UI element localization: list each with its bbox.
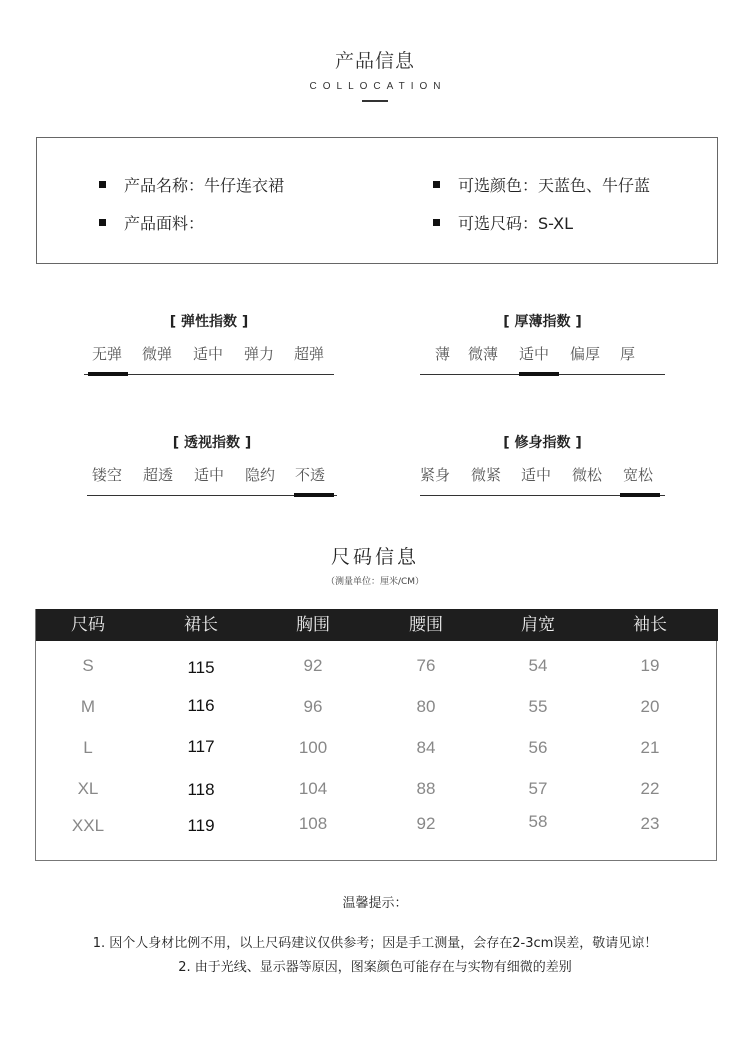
info-sizes-text: 可选尺码：S-XL [458, 214, 574, 233]
table-cell: 88 [416, 779, 436, 798]
table-cell: 23 [640, 814, 660, 833]
table-cell: 84 [416, 738, 436, 757]
thickness-option: 厚 [620, 345, 636, 363]
elasticity-option: 适中 [193, 345, 224, 363]
table-cell: 92 [416, 814, 436, 833]
info-item-sizes [433, 211, 573, 234]
table-cell: 54 [528, 656, 548, 675]
thickness-option: 薄 [435, 345, 451, 363]
thickness-option: 微薄 [468, 345, 499, 363]
fit-option: 紧身 [420, 466, 451, 484]
thickness-option: 适中 [519, 345, 550, 363]
info-item-fabric [99, 211, 204, 234]
table-cell: 118 [187, 780, 215, 799]
column-header: 裙长 [184, 615, 218, 635]
elasticity-title: [ 弹性指数 ] [169, 314, 249, 330]
table-cell: S [82, 656, 94, 675]
table-cell: 58 [528, 812, 548, 831]
table-cell: 57 [528, 779, 548, 798]
section-header [0, 46, 750, 102]
fit-selected-marker [620, 493, 660, 497]
table-cell: 116 [187, 696, 215, 715]
square-bullet-icon [433, 219, 440, 226]
table-cell: XXL [71, 816, 105, 835]
fit-option: 微松 [572, 466, 603, 484]
transparency-option: 不透 [295, 466, 326, 484]
table-cell: 19 [640, 656, 660, 675]
thickness-options [420, 343, 665, 371]
transparency-index [87, 432, 337, 492]
transparency-selected-marker [294, 493, 334, 497]
tips-title: 温馨提示： [342, 896, 408, 911]
tips-line-2: 2. 由于光线、显示器等原因，图案颜色可能存在与实物有细微的差别 [178, 960, 572, 975]
table-cell: 56 [528, 738, 548, 757]
info-fabric-text: 产品面料： [124, 214, 205, 233]
table-cell: 92 [303, 656, 323, 675]
thickness-selected-marker [519, 372, 559, 376]
fit-option: 宽松 [623, 466, 654, 484]
table-cell: 55 [528, 697, 548, 716]
table-cell: 108 [298, 814, 328, 833]
table-cell: 96 [303, 697, 323, 716]
elasticity-index [84, 311, 334, 371]
table-cell: 115 [187, 658, 215, 677]
info-colors-text: 可选颜色：天蓝色、牛仔蓝 [458, 176, 651, 195]
column-header: 胸围 [296, 615, 330, 635]
product-info-box [36, 137, 718, 264]
fit-index [420, 432, 665, 492]
thickness-option: 偏厚 [570, 345, 601, 363]
thickness-index [420, 311, 665, 371]
table-cell: 21 [640, 738, 660, 757]
table-cell: 20 [640, 697, 660, 716]
table-cell: 80 [416, 697, 436, 716]
tips-line-1: 1. 因个人身材比例不用，以上尺码建议仅供参考；因是手工测量，会存在2-3cm误差，敬请见谅！ [92, 936, 658, 951]
column-header: 尺码 [71, 615, 105, 635]
table-cell: XL [77, 779, 99, 798]
column-header: 袖长 [633, 615, 667, 635]
square-bullet-icon [99, 219, 106, 226]
size-table [35, 609, 717, 861]
transparency-option: 适中 [194, 466, 225, 484]
square-bullet-icon [433, 181, 440, 188]
thickness-title: [ 厚薄指数 ] [503, 314, 582, 330]
info-item-colors [433, 173, 650, 196]
title-underline [362, 100, 388, 102]
column-header: 肩宽 [521, 615, 555, 635]
column-header: 腰围 [409, 615, 443, 635]
size-table-header [36, 609, 718, 641]
table-cell: L [83, 738, 93, 757]
transparency-options [87, 464, 337, 492]
fit-option: 适中 [521, 466, 552, 484]
size-info-title: 尺码信息 [330, 546, 419, 568]
elasticity-option: 无弹 [92, 345, 123, 363]
table-cell: 117 [187, 737, 215, 756]
elasticity-option: 微弹 [142, 345, 173, 363]
table-cell: 100 [298, 738, 328, 757]
table-cell: 119 [187, 816, 215, 835]
table-cell: 22 [640, 779, 660, 798]
transparency-option: 镂空 [92, 466, 123, 484]
table-cell: 104 [298, 779, 328, 798]
fit-options [420, 464, 665, 492]
transparency-title: [ 透视指数 ] [172, 435, 252, 451]
elasticity-selected-marker [88, 372, 128, 376]
table-cell: 76 [416, 656, 436, 675]
square-bullet-icon [99, 181, 106, 188]
elasticity-option: 超弹 [294, 345, 325, 363]
info-item-name [99, 173, 284, 196]
transparency-option: 超透 [143, 466, 174, 484]
table-cell: M [80, 697, 96, 716]
fit-option: 微紧 [471, 466, 502, 484]
fit-title: [ 修身指数 ] [503, 435, 582, 451]
info-name-text: 产品名称：牛仔连衣裙 [124, 176, 285, 195]
transparency-option: 隐约 [245, 466, 276, 484]
elasticity-option: 弹力 [244, 345, 275, 363]
section-title: 产品信息 [334, 50, 415, 72]
section-subtitle: COLLOCATION [309, 81, 447, 92]
size-info-unit: （测量单位：厘米/CM） [325, 577, 425, 587]
elasticity-options [84, 343, 334, 371]
